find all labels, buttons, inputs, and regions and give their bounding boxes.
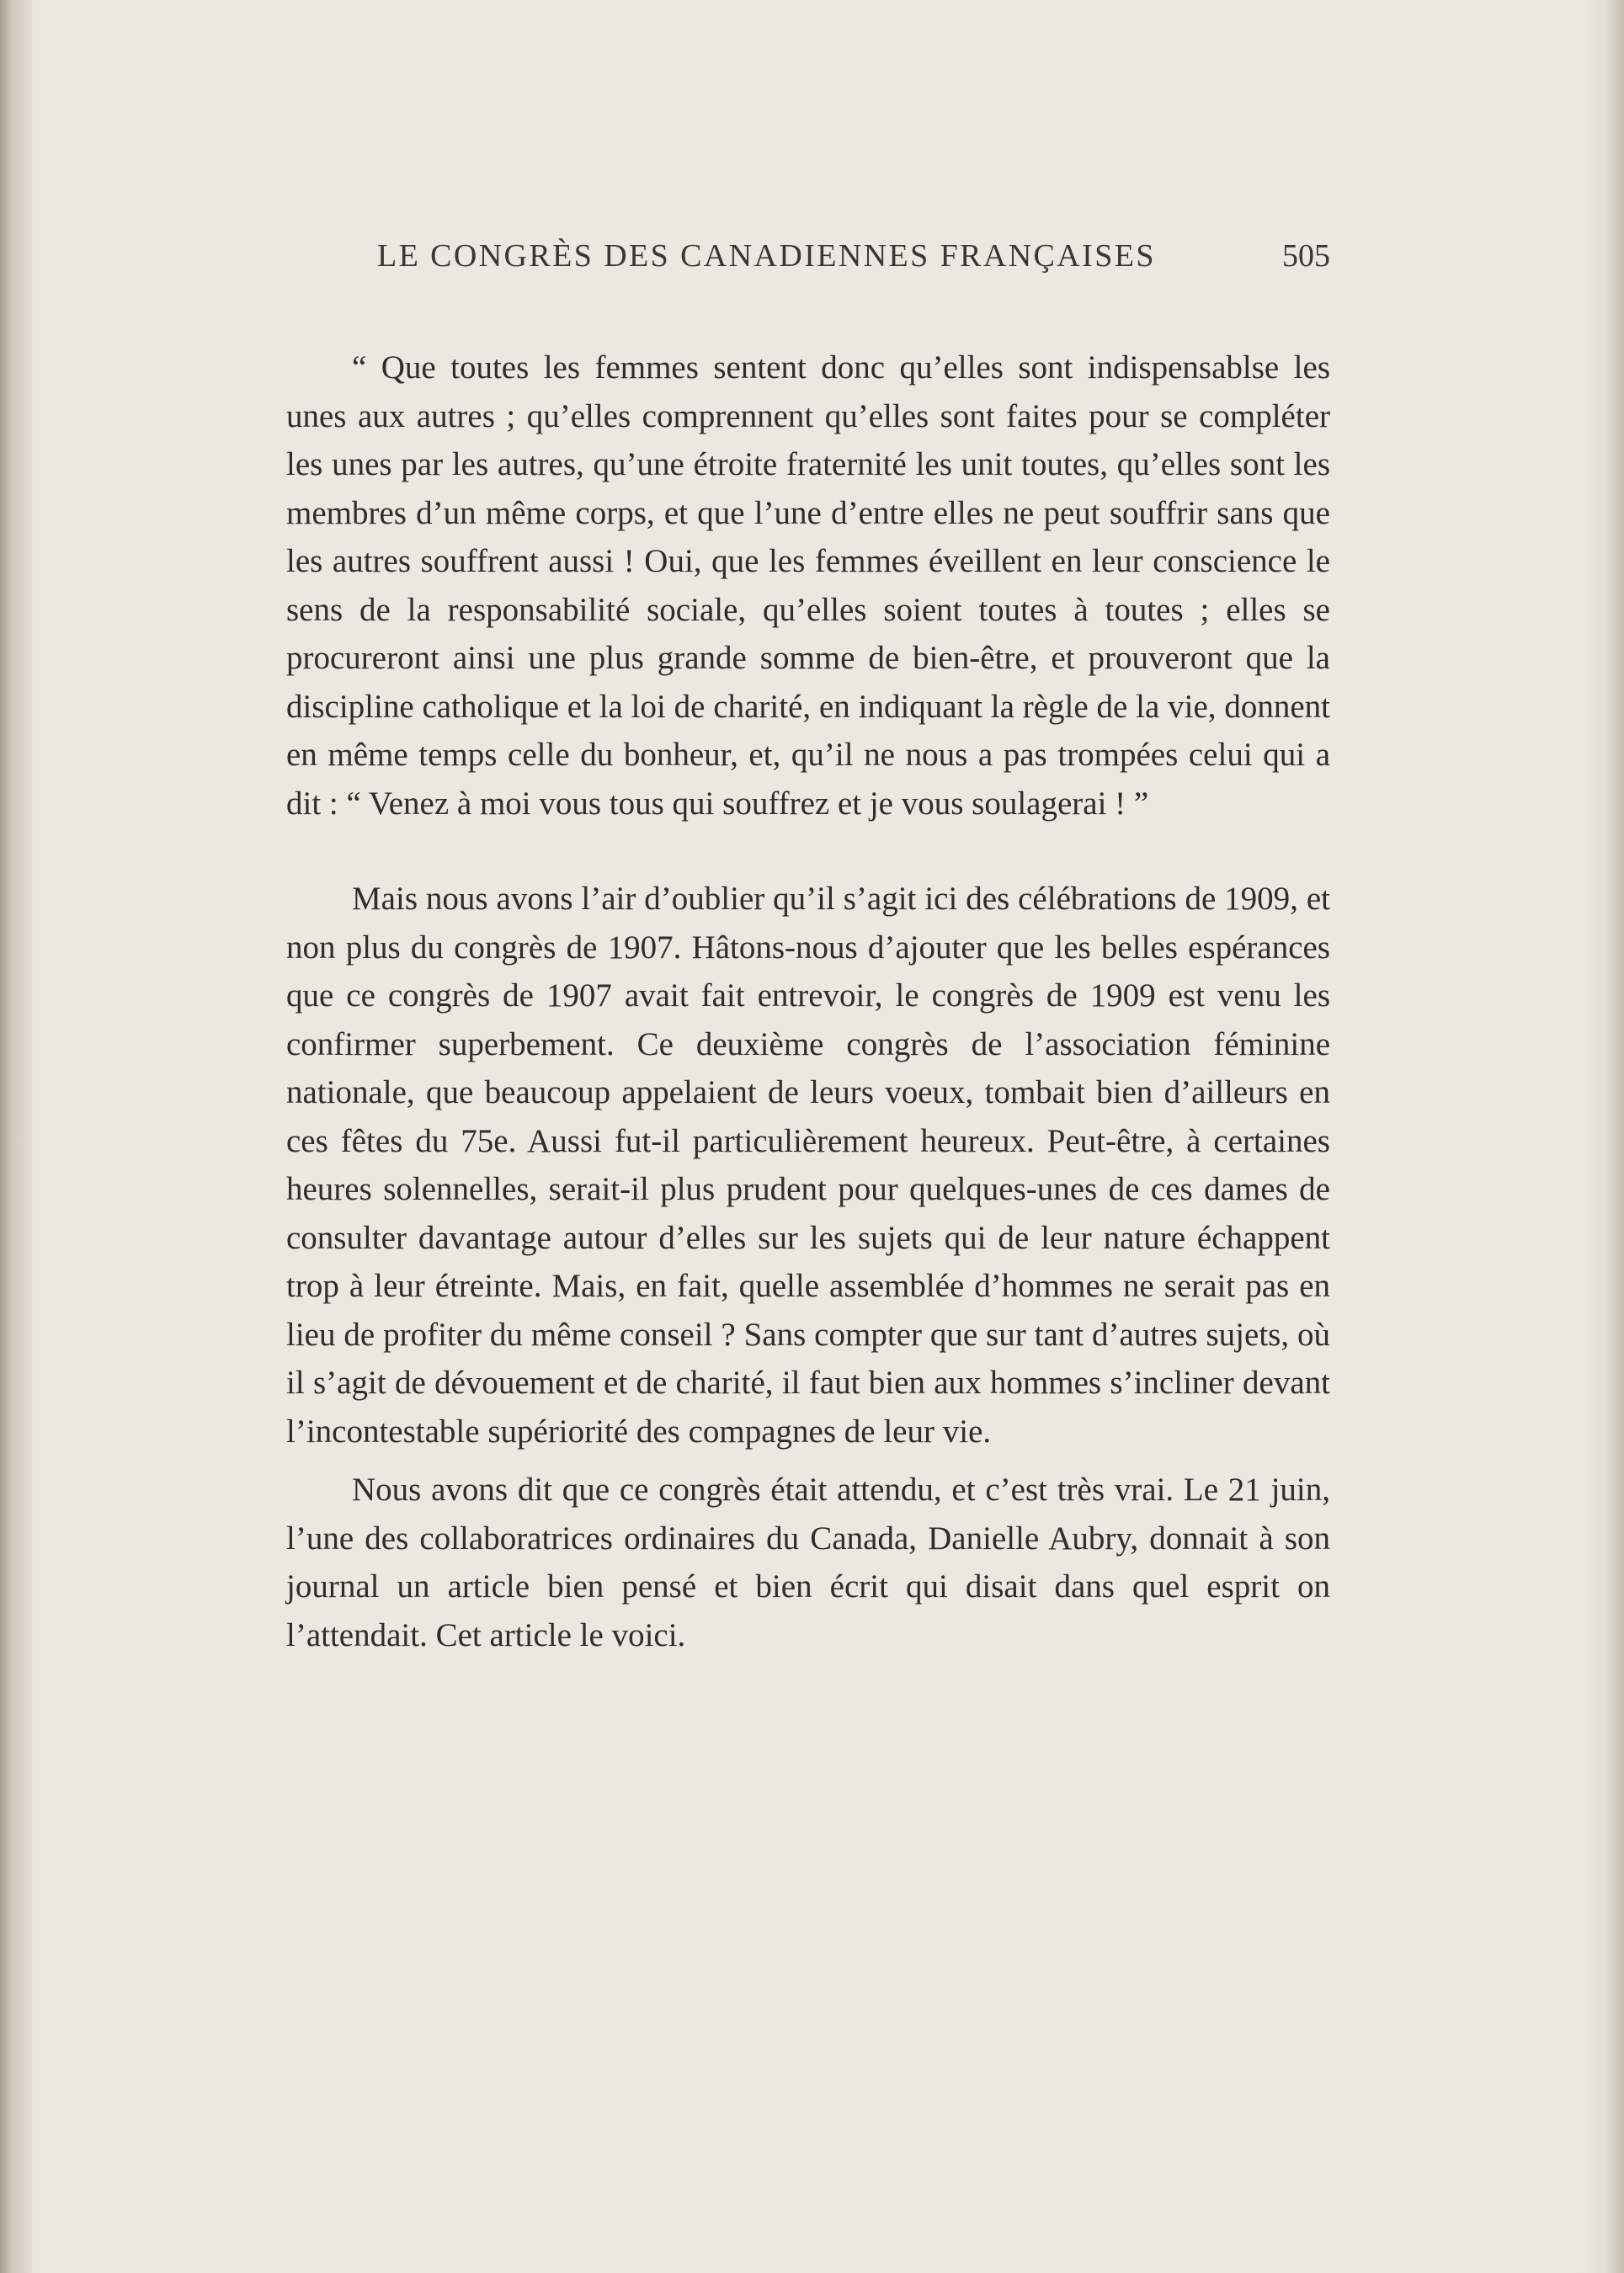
page-binding-left	[0, 0, 32, 2273]
page-edge-right	[1605, 0, 1624, 2273]
paragraph-article: Nous avons dit que ce congrès était attendu, et c’est très vrai. Le 21 juin, l’une des collaboratrices ordinaires du Canada, Danielle Aubry, donnait à son journal un article bien pensé et bien écrit qui disait dans quel esprit on l’attendait. Cet article le voici.	[286, 1472, 1330, 1653]
body-text	[286, 343, 1330, 1659]
running-title: LE CONGRÈS DES CANADIENNES FRANÇAISES	[377, 238, 1156, 274]
page-header	[377, 237, 1330, 285]
paragraph-quote: “ Que toutes les femmes sentent donc qu’elles sont indispensablse les unes aux autres ; qu’elles comprennent qu’elles sont faites pour se compléter les unes par les autres, qu’une étroite fraternité les unit toutes, qu’elles sont les membres d’un même corps, et que l’une d’entre elles ne peut souffrir sans que les autres souffrent aussi ! Oui, que les femmes éveillent en leur conscience le sens de la responsabilité sociale, qu’elles soient toutes à toutes ; elles se procureront ainsi une plus grande somme de bien-être, et prouveront que la discipline catholique et la loi de charité, en indiquant la règle de la vie, donnent en même temps celle du bonheur, et, qu’il ne nous a pas trompées celui qui a dit : “ Venez à moi vous tous qui souffrez et je vous soulagerai ! ”	[286, 349, 1330, 822]
page-number: 505	[1282, 238, 1330, 274]
paragraph-celebrations: Mais nous avons l’air d’oublier qu’il s’agit ici des célébrations de 1909, et non plus du congrès de 1907. Hâtons-nous d’ajouter que les belles espérances que ce congrès de 1907 avait fait entrevoir, le congrès de 1909 est venu les confirmer superbement. Ce deuxième congrès de l’association féminine nationale, que beaucoup appelaient de leurs voeux, tombait bien d’ailleurs en ces fêtes du 75e. Aussi fut-il particulièrement heureux. Peut-être, à certaines heures solennelles, serait-il plus prudent pour quelques-unes de ces dames de consulter davantage autour d’elles sur les sujets qui de leur nature échappent trop à leur étreinte. Mais, en fait, quelle assemblée d’hommes ne serait pas en lieu de profiter du même conseil ? Sans compter que sur tant d’autres sujets, où il s’agit de dévouement et de charité, il faut bien aux hommes s’incliner devant l’incontestable supériorité des compagnes de leur vie.	[286, 881, 1330, 1450]
